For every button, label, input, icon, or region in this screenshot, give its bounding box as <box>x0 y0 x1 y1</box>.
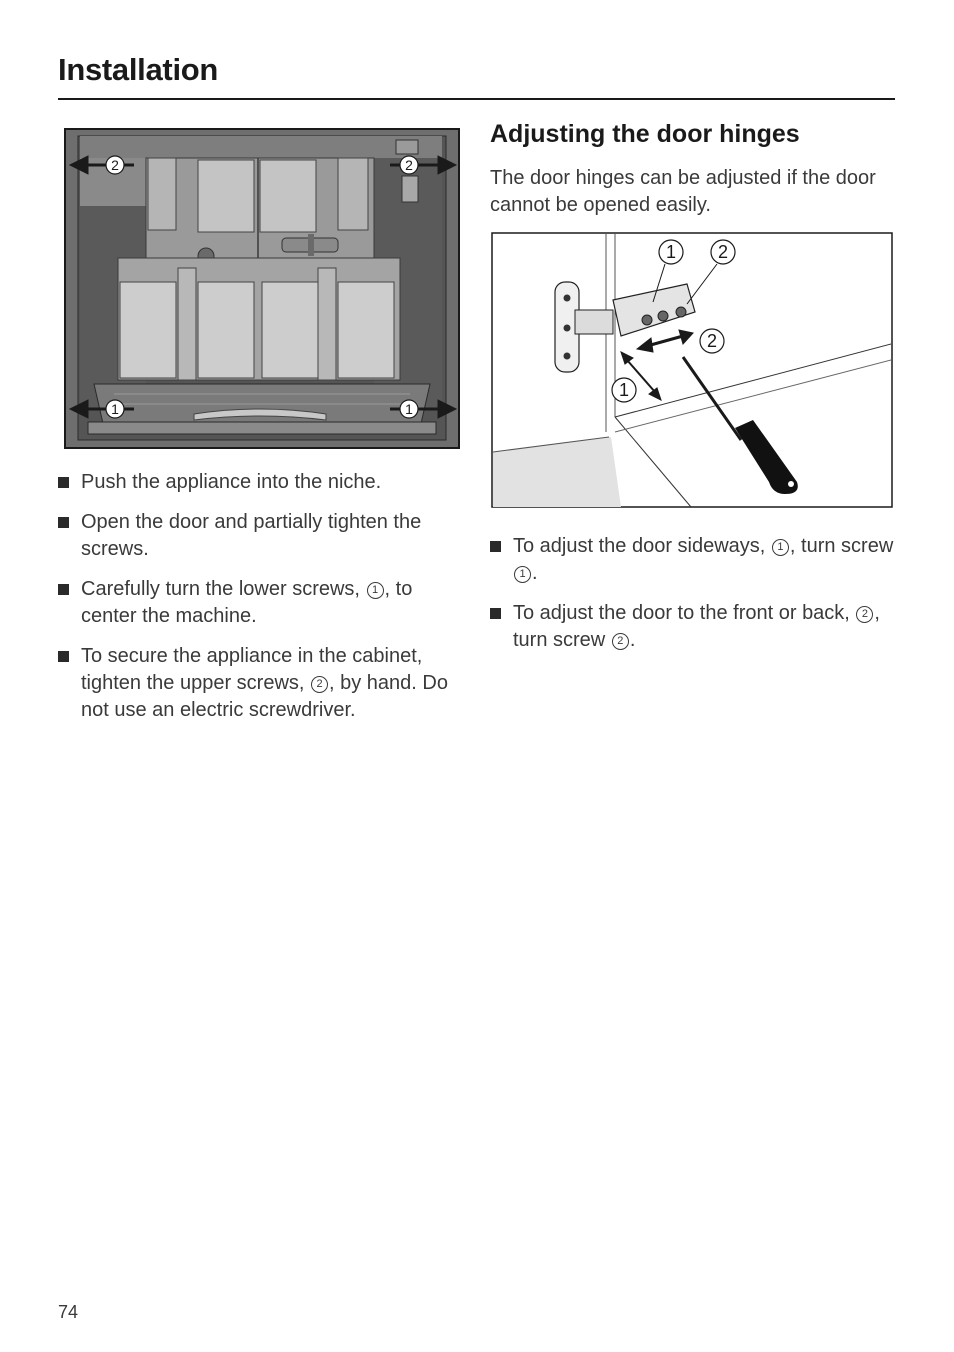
circled-number-1: 1 <box>772 539 789 556</box>
square-bullet-icon <box>58 651 69 662</box>
circled-number-2: 2 <box>311 676 328 693</box>
list-item <box>58 643 468 724</box>
list-item <box>490 600 895 654</box>
callout-2-top: 2 <box>717 242 729 262</box>
title-rule <box>58 98 895 100</box>
step-text: , to center the machine. <box>81 578 413 627</box>
section-heading: Adjusting the door hinges <box>490 120 800 148</box>
step-text: To adjust the door to the front or back, <box>513 602 856 624</box>
list-item <box>58 576 468 630</box>
circled-number-2: 2 <box>612 633 629 650</box>
callout-1-lower-right: 1 <box>405 401 413 417</box>
step-text: . <box>532 562 538 584</box>
page-title: Installation <box>58 52 219 87</box>
callout-2-arrow: 2 <box>706 331 718 351</box>
square-bullet-icon <box>58 477 69 488</box>
callout-1-top: 1 <box>665 242 677 262</box>
circled-number-1: 1 <box>367 582 384 599</box>
list-item <box>58 509 468 563</box>
square-bullet-icon <box>58 584 69 595</box>
step-text: , by hand. Do not use an electric screwdriver. <box>81 672 448 721</box>
page-number: 74 <box>58 1302 79 1322</box>
square-bullet-icon <box>490 541 501 552</box>
list-item <box>490 533 895 587</box>
installation-steps-list <box>58 469 468 737</box>
step-text: To secure the appliance in the cabinet, tighten the upper screws, <box>81 645 423 694</box>
intro-paragraph: The door hinges can be adjusted if the door cannot be opened easily. <box>490 167 876 216</box>
circled-number-1: 1 <box>514 566 531 583</box>
step-text: , turn screw <box>513 602 880 651</box>
step-text: Carefully turn the lower screws, <box>81 578 366 600</box>
step-text: . <box>629 629 636 651</box>
square-bullet-icon <box>490 608 501 619</box>
callout-1-lower-left: 1 <box>111 401 119 417</box>
step-text: Push the appliance into the niche. <box>81 471 382 493</box>
callout-1-arrow: 1 <box>618 380 630 400</box>
step-text: Open the door and partially tighten the screws. <box>81 511 422 560</box>
callout-2-upper-left: 2 <box>111 157 119 173</box>
door-hinge-illustration <box>491 232 893 508</box>
hinge-adjustment-steps-list <box>490 533 895 667</box>
appliance-niche-illustration <box>64 128 460 449</box>
square-bullet-icon <box>58 517 69 528</box>
list-item <box>58 469 468 496</box>
callout-2-upper-right: 2 <box>405 157 413 173</box>
step-text: , turn screw <box>789 535 894 557</box>
circled-number-2: 2 <box>856 606 873 623</box>
step-text: To adjust the door sideways, <box>513 535 771 557</box>
